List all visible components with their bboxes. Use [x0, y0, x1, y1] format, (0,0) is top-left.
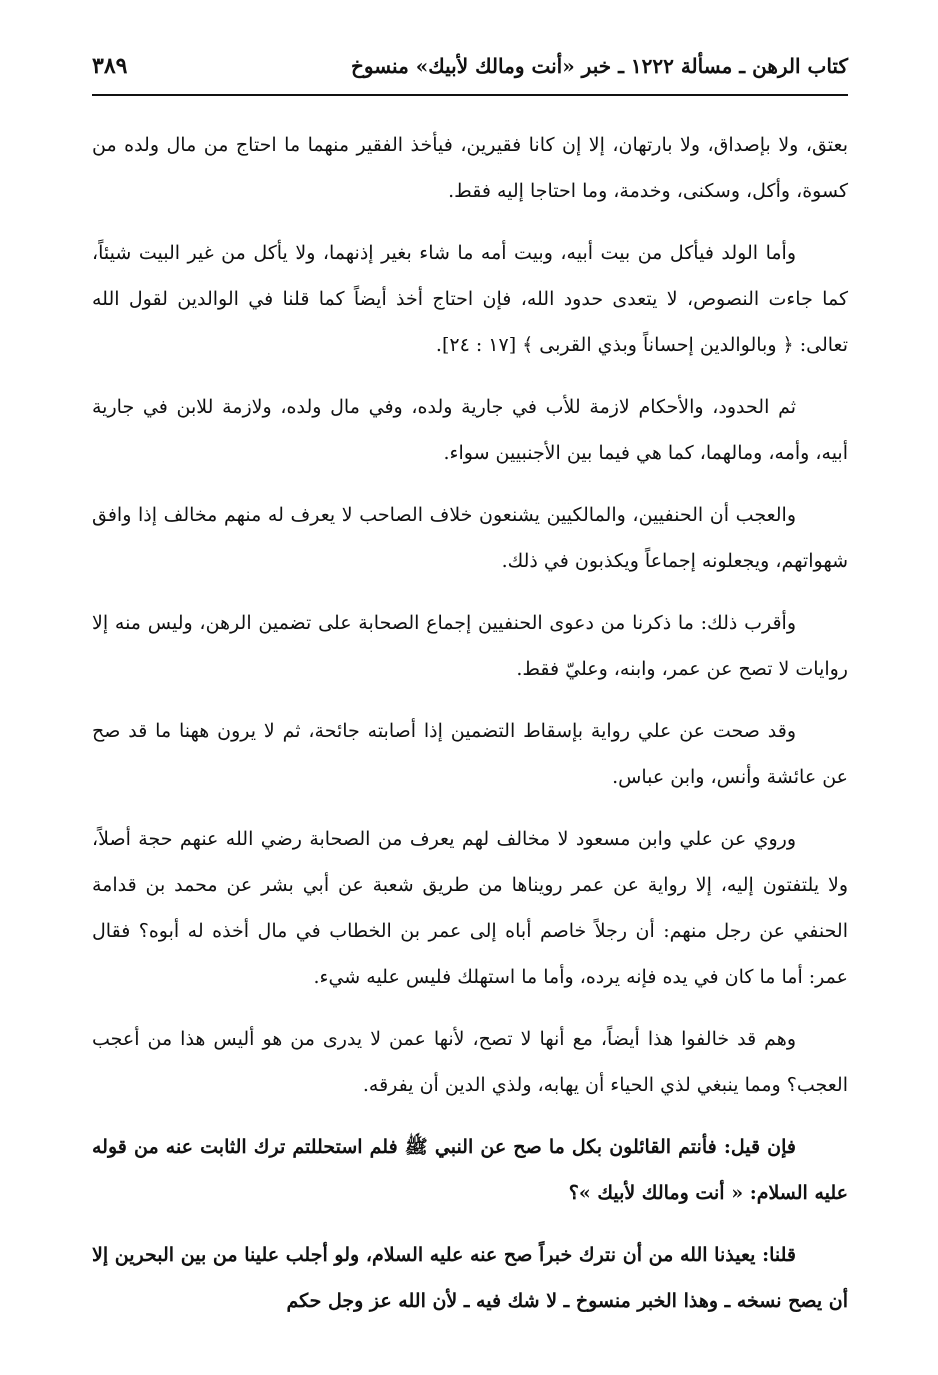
page-header [92, 38, 848, 96]
paragraph: قلنا: يعيذنا الله من أن نترك خبراً صح عنه عليه السلام، ولو أجلب علينا من بين البحرين إلا أن يصح نسخه ـ وهذا الخبر منسوخ ـ لا شك فيه ـ لأن الله عز وجل حكم [92, 1244, 848, 1312]
paragraph: وأقرب ذلك: ما ذكرنا من دعوى الحنفيين إجماع الصحابة على تضمين الرهن، وليس منه إلا روايات لا تصح عن عمر، وابنه، وعليّ فقط. [92, 612, 848, 680]
paragraph: وقد صحت عن علي رواية بإسقاط التضمين إذا أصابته جائحة، ثم لا يرون ههنا ما قد صح عن عائشة وأنس، وابن عباس. [92, 720, 848, 788]
paragraph: والعجب أن الحنفيين، والمالكيين يشنعون خلاف الصاحب لا يعرف له منهم مخالف إذا وافق شهواتهم، ويجعلونه إجماعاً ويكذبون في ذلك. [92, 504, 848, 572]
paragraph: وهم قد خالفوا هذا أيضاً، مع أنها لا تصح، لأنها عمن لا يدرى من هو أليس هذا من أعجب العجب؟ ومما ينبغي لذي الحياء أن يهابه، ولذي الدين أن يفرقه. [92, 1028, 848, 1096]
body-text [92, 122, 848, 1340]
paragraph: وأما الولد فيأكل من بيت أبيه، وبيت أمه ما شاء بغير إذنهما، ولا يأكل من غير البيت شيئاً، كما جاءت النصوص، لا يتعدى حدود الله، فإن احتاج أخذ أيضاً كما قلنا في الوالدين لقول الله تعالى: ﴿ وبالوالدين إحساناً وبذي القربى ﴾ [١٧ : ٢٤]. [92, 242, 848, 356]
page-number: ٣٨٩ [92, 53, 128, 79]
running-title: كتاب الرهن ـ مسألة ١٢٢٢ ـ خبر «أنت ومالك لأبيك» منسوخ [350, 54, 848, 78]
paragraph: ثم الحدود، والأحكام لازمة للأب في جارية ولده، وفي مال ولده، ولازمة للابن في جارية أبيه، وأمه، ومالهما، كما هي فيما بين الأجنبيين سواء. [92, 396, 848, 464]
paragraph: وروي عن علي وابن مسعود لا مخالف لهم يعرف من الصحابة رضي الله عنهم حجة أصلاً، ولا يلتفتون إليه، إلا رواية عن عمر رويناها من طريق شعبة عن أبي بشر عن محمد بن قدامة الحنفي عن رجل منهم: أن رجلاً خاصم أباه إلى عمر بن الخطاب في مال أخذه له أبوه؟ فقال عمر: أما ما كان في يده فإنه يرده، وأما ما استهلك فليس عليه شيء. [92, 828, 848, 988]
paragraph: بعتق، ولا بإصداق، ولا بارتهان، إلا إن كانا فقيرين، فيأخذ الفقير منهما ما احتاج من مال ولده من كسوة، وأكل، وسكنى، وخدمة، وما احتاجا إليه فقط. [92, 134, 848, 202]
paragraph: فإن قيل: فأنتم القائلون بكل ما صح عن النبي ﷺ فلم استحللتم ترك الثابت عنه من قوله عليه السلام: « أنت ومالك لأبيك »؟ [92, 1136, 848, 1204]
